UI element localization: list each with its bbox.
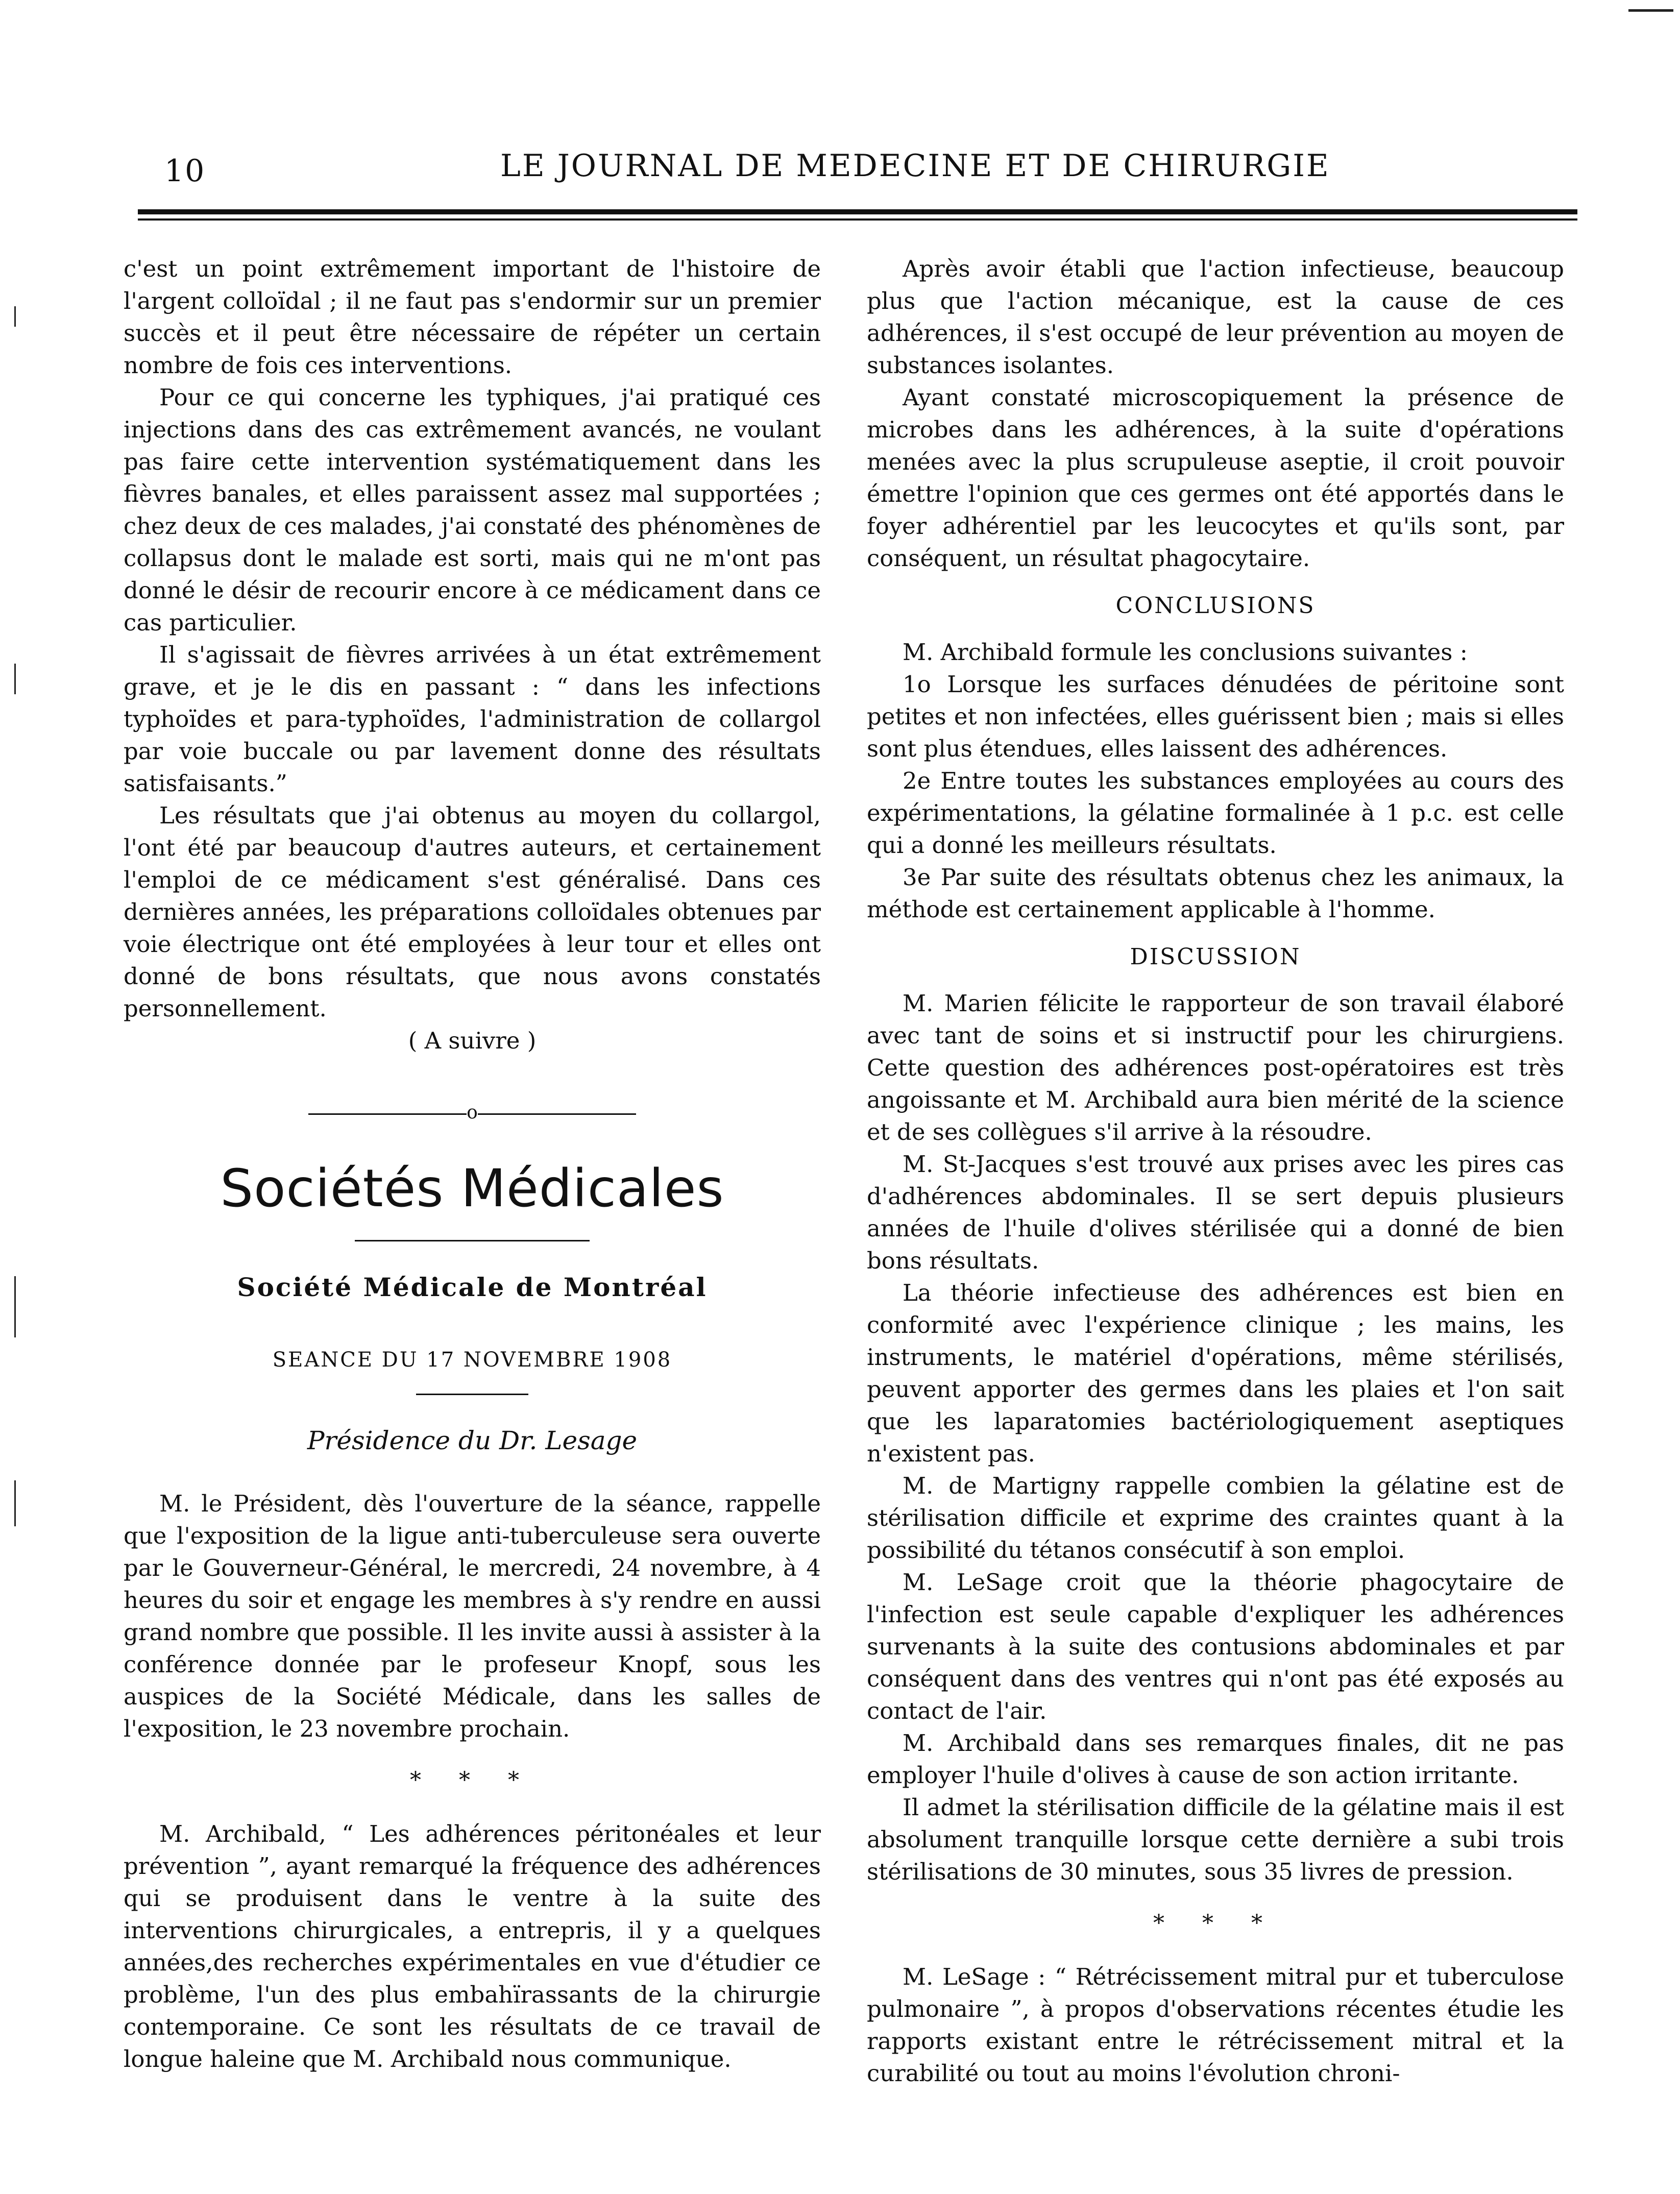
paragraph: M. le Président, dès l'ouverture de la séance, rappelle que l'exposition de la ligue anti-tuberculeuse sera ouverte par le Gouverneur-Général, le mercredi, 24 novembre, à 4 heures du soir et engage les membres à s'y rendre en aussi grand nombre que possible. Il les invite aussi à assister à la conférence donnée par le profeseur Knopf, sous les auspices de la Société Médicale, dans les salles de l'exposition, le 23 novembre prochain. (124, 1490, 821, 1742)
paragraph: Il admet la stérilisation difficile de la gélatine mais il est absolument tranquille lorsque cette dernière a subi trois stérilisations de 30 minutes, sous 35 livres de pression. (867, 1794, 1564, 1885)
paragraph: M. LeSage : “ Rétrécissement mitral pur et tuberculose pulmonaire ”, à propos d'observations récentes étudie les rapports existant entre le rétrécissement mitral et la curabilité ou tout au moins l'évolution chroni- (867, 1963, 1564, 2087)
paragraph: c'est un point extrêmement important de l'histoire de l'argent colloïdal ; il ne faut pas s'endormir sur un premier succès et il peut être nécessaire de répéter un certain nombre de fois ces interventions. (124, 255, 821, 379)
title-rule (355, 1240, 590, 1241)
paragraph: M. de Martigny rappelle combien la gélatine est de stérilisation difficile et exprime des craintes quant à la possibilité du tétanos consécutif à son emploi. (867, 1472, 1564, 1564)
scan-edge-mark (1628, 9, 1673, 12)
discussion-heading: DISCUSSION (1130, 944, 1301, 970)
seance-rule (416, 1394, 528, 1395)
section-title: Sociétés Médicales (220, 1158, 724, 1219)
left-column (124, 253, 821, 2075)
paragraph: Après avoir établi que l'action infectieuse, beaucoup plus que l'action mécanique, est la cause de ces adhérences, il s'est occupé de leur prévention au moyen de substances isolantes. (867, 255, 1564, 379)
a-suivre: ( A suivre ) (408, 1027, 537, 1054)
divider-mark: o (467, 1102, 478, 1123)
paragraph: M. St-Jacques s'est trouvé aux prises avec les pires cas d'adhérences abdominales. Il se sert depuis plusieurs années de l'huile d'olives stérilisée qui a donné de bien bons résultats. (867, 1151, 1564, 1274)
header-rule-thin (138, 218, 1577, 221)
right-column (867, 253, 1564, 2089)
paragraph: M. Archibald dans ses remarques finales, dit ne pas employer l'huile d'olives à cause de son action irritante. (867, 1729, 1564, 1789)
conclusions-heading: CONCLUSIONS (1115, 593, 1316, 619)
divider-line (308, 1113, 467, 1115)
header-rule (138, 209, 1577, 214)
paragraph: M. LeSage croit que la théorie phagocytaire de l'infection est seule capable d'expliquer les adhérences survenants à la suite des contusions abdominales et par conséquent dans des ventres qui n'ont pas été exposés au contact de l'air. (867, 1569, 1564, 1724)
paragraph: 1o Lorsque les surfaces dénudées de péritoine sont petites et non infectées, elles guérissent bien ; mais si elles sont plus étendues, elles laissent des adhérences. (867, 671, 1564, 762)
paragraph: Pour ce qui concerne les typhiques, j'ai pratiqué ces injections dans des cas extrêmement avancés, ne voulant pas faire cette intervention systématiquement dans les fièvres banales, et elles paraissent assez mal supportées ; chez deux de ces malades, j'ai constaté des phénomènes de collapsus dont le malade est sorti, mais qui ne m'ont pas donné le désir de recourir encore à ce médicament dans ce cas particulier. (124, 384, 821, 636)
paragraph: M. Archibald, “ Les adhérences péritonéales et leur prévention ”, ayant remarqué la fréquence des adhérences qui se produisent dans le ventre à la suite des interventions chirurgicales, a entrepris, il y a quelques années,des recherches expérimentales en vue d'étudier ce problème, l'un des plus embahïrassants de la chirurgie contemporaine. Ce sont les résultats de ce travail de longue haleine que M. Archibald nous communique. (124, 1820, 821, 2073)
section-divider (124, 1096, 821, 1129)
scan-edge-mark (14, 1276, 16, 1337)
scan-edge-mark (14, 306, 16, 327)
divider-line (478, 1113, 636, 1115)
paragraph: 3e Par suite des résultats obtenus chez les animaux, la méthode est certainement applicable à l'homme. (867, 864, 1564, 923)
society-name: Société Médicale de Montréal (237, 1272, 708, 1302)
scan-edge-mark (14, 1480, 16, 1526)
paragraph: Ayant constaté microscopiquement la présence de microbes dans les adhérences, à la suite d'opérations menées avec la plus scrupuleuse aseptie, il croit pouvoir émettre l'opinion que ces germes ont été apportés dans le foyer adhérentiel par les leucocytes et qu'ils sont, par conséquent, un résultat phagocytaire. (867, 384, 1564, 572)
paragraph: La théorie infectieuse des adhérences est bien en conformité avec l'expérience clinique ; les mains, les instruments, le matériel d'opérations, même stérilisés, peuvent apporter des germes dans les plaies et l'on sait que les laparatomies bactériologiquement aseptiques n'existent pas. (867, 1279, 1564, 1467)
presidence: Présidence du Dr. Lesage (307, 1426, 638, 1455)
paragraph: M. Marien félicite le rapporteur de son travail élaboré avec tant de soins et si instructif pour les chirurgiens. Cette question des adhérences post-opératoires est très angoissante et M. Archibald aura bien mérité de la science et de ses collègues s'il arrive à la résoudre. (867, 990, 1564, 1145)
journal-title: LE JOURNAL DE MEDECINE ET DE CHIRURGIE (500, 148, 1330, 184)
section-stars: * * * (410, 1767, 534, 1793)
paragraph: M. Archibald formule les conclusions suivantes : (903, 639, 1468, 666)
paragraph: 2e Entre toutes les substances employées au cours des expérimentations, la gélatine formalinée à 1 p.c. est celle qui a donné les meilleurs résultats. (867, 767, 1564, 859)
scan-edge-mark (14, 664, 16, 694)
paragraph: Les résultats que j'ai obtenus au moyen du collargol, l'ont été par beaucoup d'autres auteurs, et certainement l'emploi de ce médicament s'est généralisé. Dans ces dernières années, les préparations colloïdales obtenues par voie électrique ont été employées à leur tour et elles ont donné de bons résultats, que nous avons constatés personnellement. (124, 802, 821, 1022)
seance-date: SEANCE DU 17 NOVEMBRE 1908 (272, 1348, 672, 1372)
page-number: 10 (164, 153, 206, 189)
paragraph: Il s'agissait de fièvres arrivées à un état extrêmement grave, et je le dis en passant : “ dans les infections typhoïdes et para-typhoïdes, l'administration de collargol par voie buccale ou par lavement donne des résultats satisfaisants.” (124, 641, 821, 797)
section-stars: * * * (1153, 1910, 1278, 1936)
